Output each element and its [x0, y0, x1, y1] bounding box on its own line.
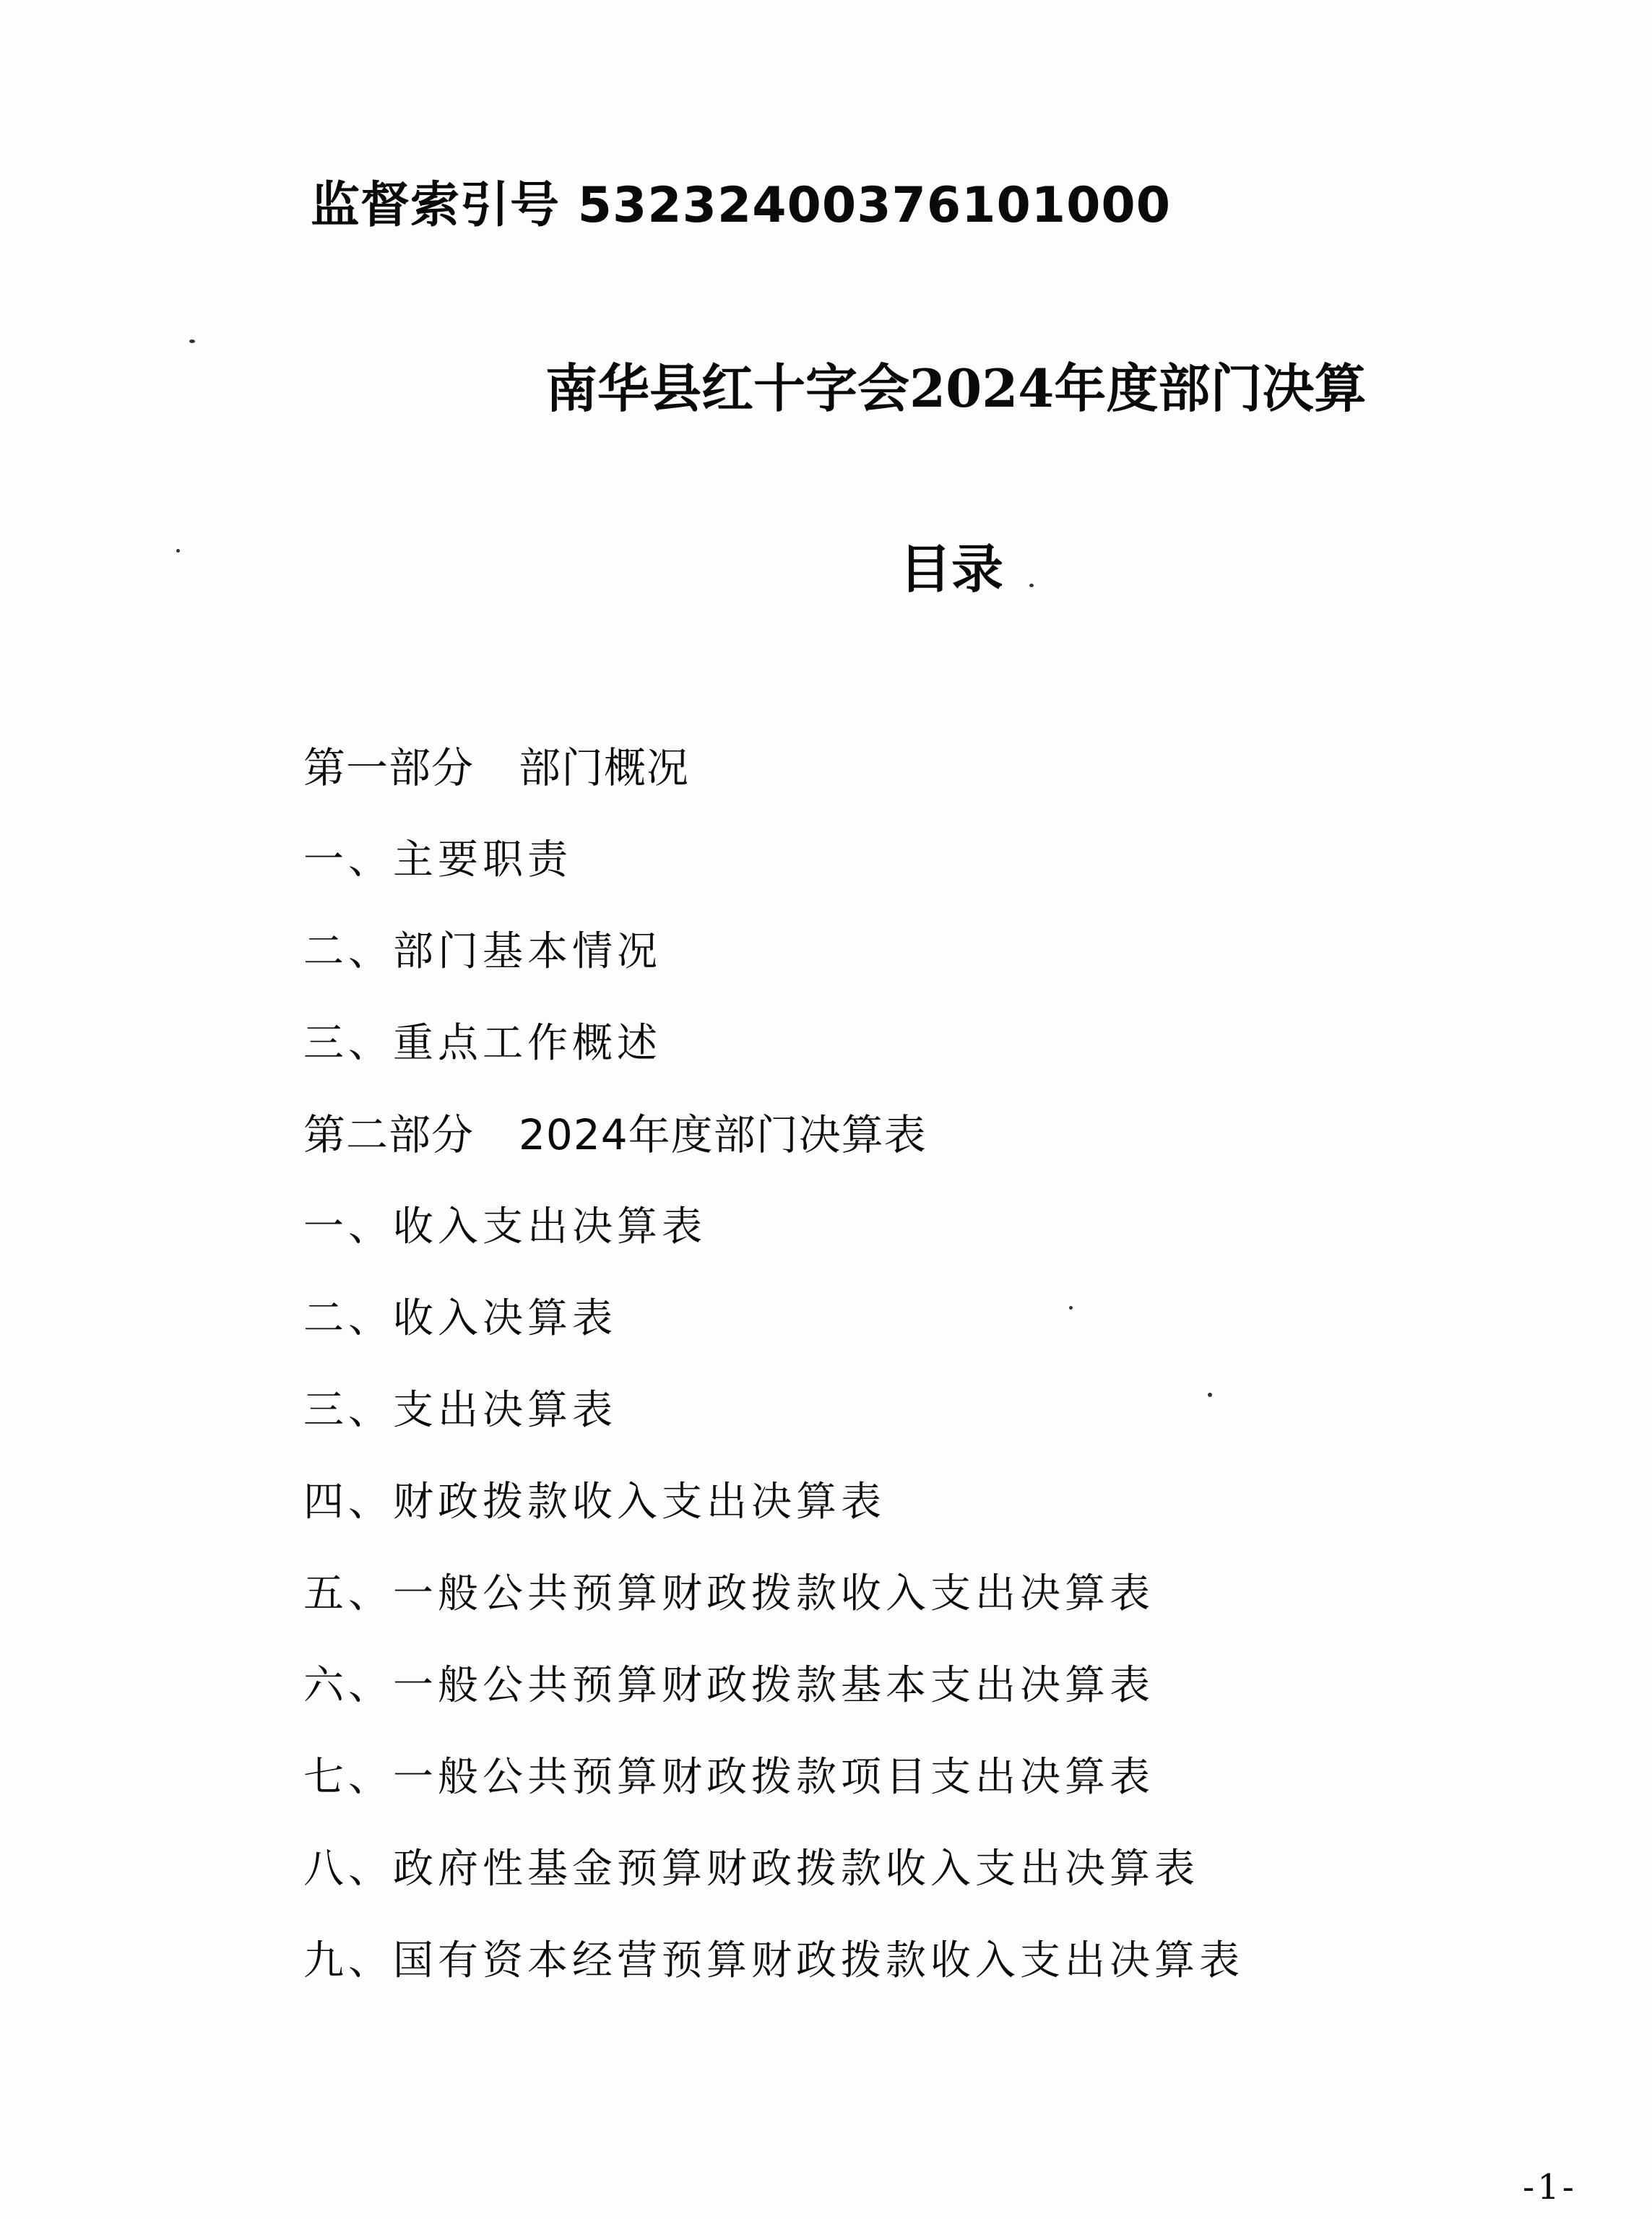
toc-part-title: 2024年度部门决算表 [519, 1110, 927, 1159]
scan-speck [189, 339, 195, 343]
toc-item: 八、政府性基金预算财政拨款收入支出决算表 [303, 1846, 1199, 1893]
scan-speck [1208, 1393, 1212, 1397]
toc-item: 六、一般公共预算财政拨款基本支出决算表 [303, 1662, 1154, 1709]
toc-item: 二、收入决算表 [303, 1295, 617, 1342]
toc-part-number: 第二部分 [303, 1110, 475, 1159]
document-title: 南华县红十字会2024年度部门决算 [545, 358, 1367, 419]
toc-part-1 [303, 722, 1244, 814]
toc-part-title: 部门概况 [519, 743, 690, 792]
toc-item: 二、部门基本情况 [303, 928, 662, 975]
toc-item: 九、国有资本经营预算财政拨款收入支出决算表 [303, 1937, 1244, 1984]
page-number: -1- [1523, 2167, 1577, 2207]
supervision-index: 监督索引号 53232400376101000 [311, 177, 1172, 234]
table-of-contents [303, 722, 1244, 2007]
scan-speck [1029, 584, 1034, 587]
toc-item: 一、主要职责 [303, 836, 572, 883]
toc-item: 一、收入支出决算表 [303, 1203, 706, 1250]
toc-part-number: 第一部分 [303, 743, 475, 792]
toc-item: 四、财政拨款收入支出决算表 [303, 1479, 886, 1526]
toc-item: 五、一般公共预算财政拨款收入支出决算表 [303, 1570, 1154, 1617]
scan-speck [1069, 1306, 1073, 1310]
scan-speck [176, 549, 180, 553]
toc-heading: 目录 [899, 538, 1004, 600]
toc-item: 三、重点工作概述 [303, 1020, 662, 1067]
toc-part-2 [303, 1089, 1244, 1181]
toc-item: 七、一般公共预算财政拨款项目支出决算表 [303, 1754, 1154, 1801]
toc-item: 三、支出决算表 [303, 1387, 617, 1434]
